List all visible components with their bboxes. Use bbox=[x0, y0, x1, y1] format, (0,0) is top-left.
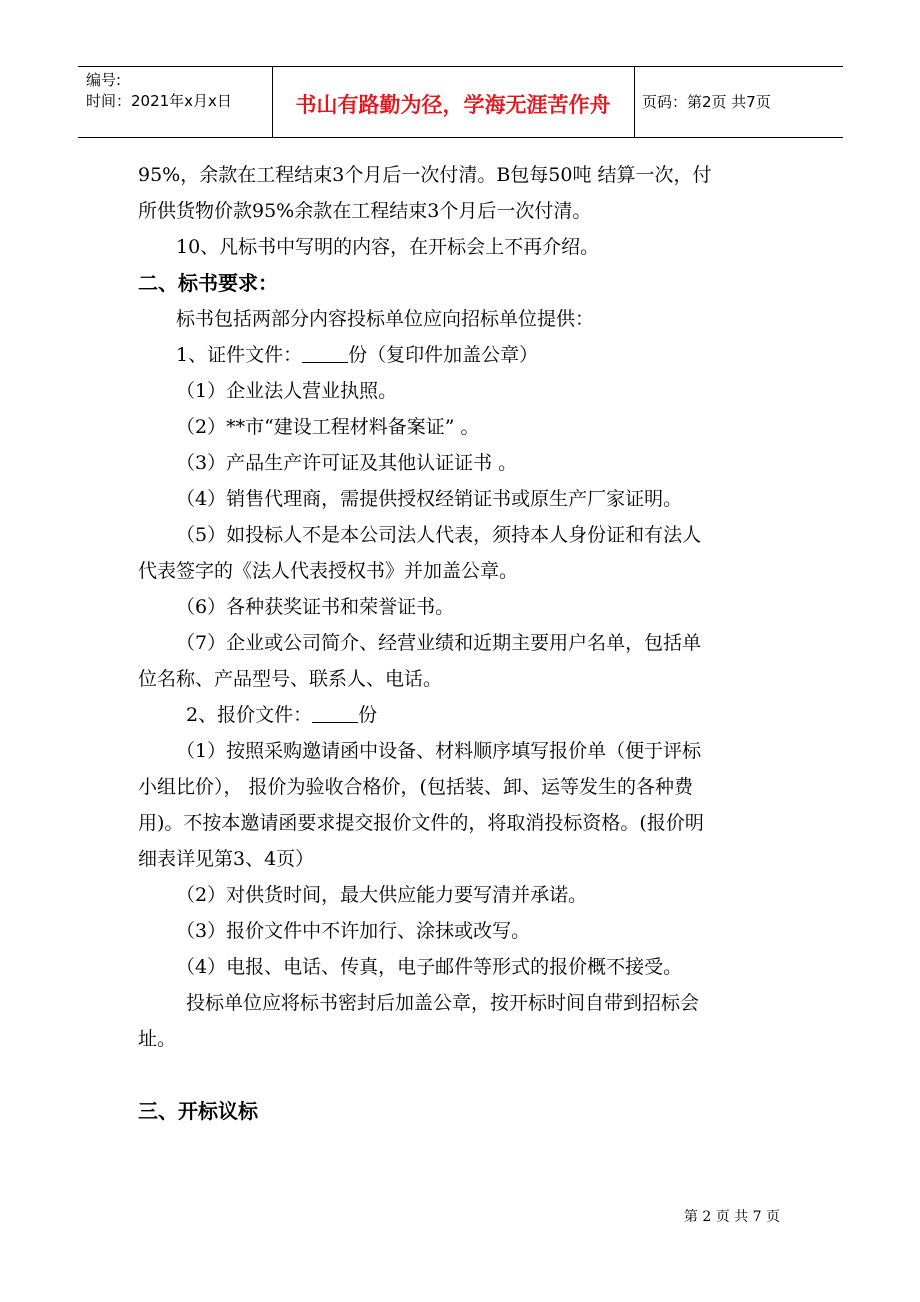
paragraph-line: 10、凡标书中写明的内容，在开标会上不再介绍。 bbox=[176, 236, 600, 258]
list-item: （1）企业法人营业执照。 bbox=[176, 380, 398, 402]
item-1-suffix: 份（复印件加盖公章） bbox=[348, 344, 539, 366]
header-motto: 书山有路勤为径，学海无涯苦作舟 bbox=[295, 93, 611, 117]
list-item: （4）电报、电话、传真，电子邮件等形式的报价概不接受。 bbox=[176, 956, 683, 978]
list-item: （7）企业或公司简介、经营业绩和近期主要用户名单，包括单 bbox=[176, 632, 702, 654]
item-2-prefix: 2、报价文件： bbox=[186, 704, 313, 726]
section-heading-2: 二、标书要求： bbox=[138, 271, 278, 295]
item-1-prefix: 1、证件文件： bbox=[176, 344, 303, 366]
list-item-cont: 小组比价）， 报价为验收合格价，(包括装、卸、运等发生的各种费 bbox=[138, 776, 693, 798]
list-item: （1）按照采购邀请函中设备、材料顺序填写报价单（便于评标 bbox=[176, 740, 702, 762]
item-2-suffix: 份 bbox=[358, 704, 378, 726]
closing-paragraph-cont: 址。 bbox=[138, 1028, 177, 1050]
header-meta-cell bbox=[78, 67, 273, 137]
closing-paragraph: 投标单位应将标书密封后加盖公章，按开标时间自带到招标会 bbox=[186, 992, 700, 1014]
page-header bbox=[78, 66, 843, 138]
list-item-cont: 细表详见第3、4页） bbox=[138, 848, 315, 870]
list-item: （5）如投标人不是本公司法人代表，须持本人身份证和有法人 bbox=[176, 524, 702, 546]
item-2-blank bbox=[312, 704, 358, 723]
section2-intro: 标书包括两部分内容投标单位应向招标单位提供： bbox=[176, 308, 595, 330]
item-2-line bbox=[138, 697, 788, 733]
item-1-blank bbox=[302, 344, 348, 363]
header-page-label: 页码：第2页 共7页 bbox=[642, 93, 771, 111]
spacer bbox=[138, 1057, 788, 1093]
paragraph-line: 所供货物价款95%余款在工程结束3个月后一次付清。 bbox=[138, 200, 592, 222]
list-item-cont: 位名称、产品型号、联系人、电话。 bbox=[138, 668, 443, 690]
document-body bbox=[138, 157, 788, 1129]
list-item: （2）对供货时间，最大供应能力要写清并承诺。 bbox=[176, 884, 588, 906]
list-item: （6）各种获奖证书和荣誉证书。 bbox=[176, 596, 455, 618]
time-label: 时间：2021年x月x日 bbox=[86, 92, 232, 110]
number-label: 编号: bbox=[86, 71, 122, 89]
list-item-cont: 用)。不按本邀请函要求提交报价文件的，将取消投标资格。(报价明 bbox=[138, 812, 704, 834]
list-item-cont: 代表签字的《法人代表授权书》并加盖公章。 bbox=[138, 560, 519, 582]
list-item: （2）**市“建设工程材料备案证” 。 bbox=[176, 416, 480, 438]
paragraph-line: 95%，余款在工程结束3个月后一次付清。B包每50吨 结算一次，付 bbox=[138, 164, 712, 186]
header-motto-cell bbox=[272, 67, 635, 137]
item-1-line bbox=[138, 337, 788, 373]
list-item: （3）报价文件中不许加行、涂抹或改写。 bbox=[176, 920, 531, 942]
page-footer: 第 2 页 共 7 页 bbox=[683, 1209, 780, 1225]
header-page-cell bbox=[634, 67, 843, 137]
list-item: （3）产品生产许可证及其他认证证书 。 bbox=[176, 452, 518, 474]
list-item: （4）销售代理商，需提供授权经销证书或原生产厂家证明。 bbox=[176, 488, 683, 510]
section-heading-3: 三、开标议标 bbox=[138, 1099, 258, 1123]
